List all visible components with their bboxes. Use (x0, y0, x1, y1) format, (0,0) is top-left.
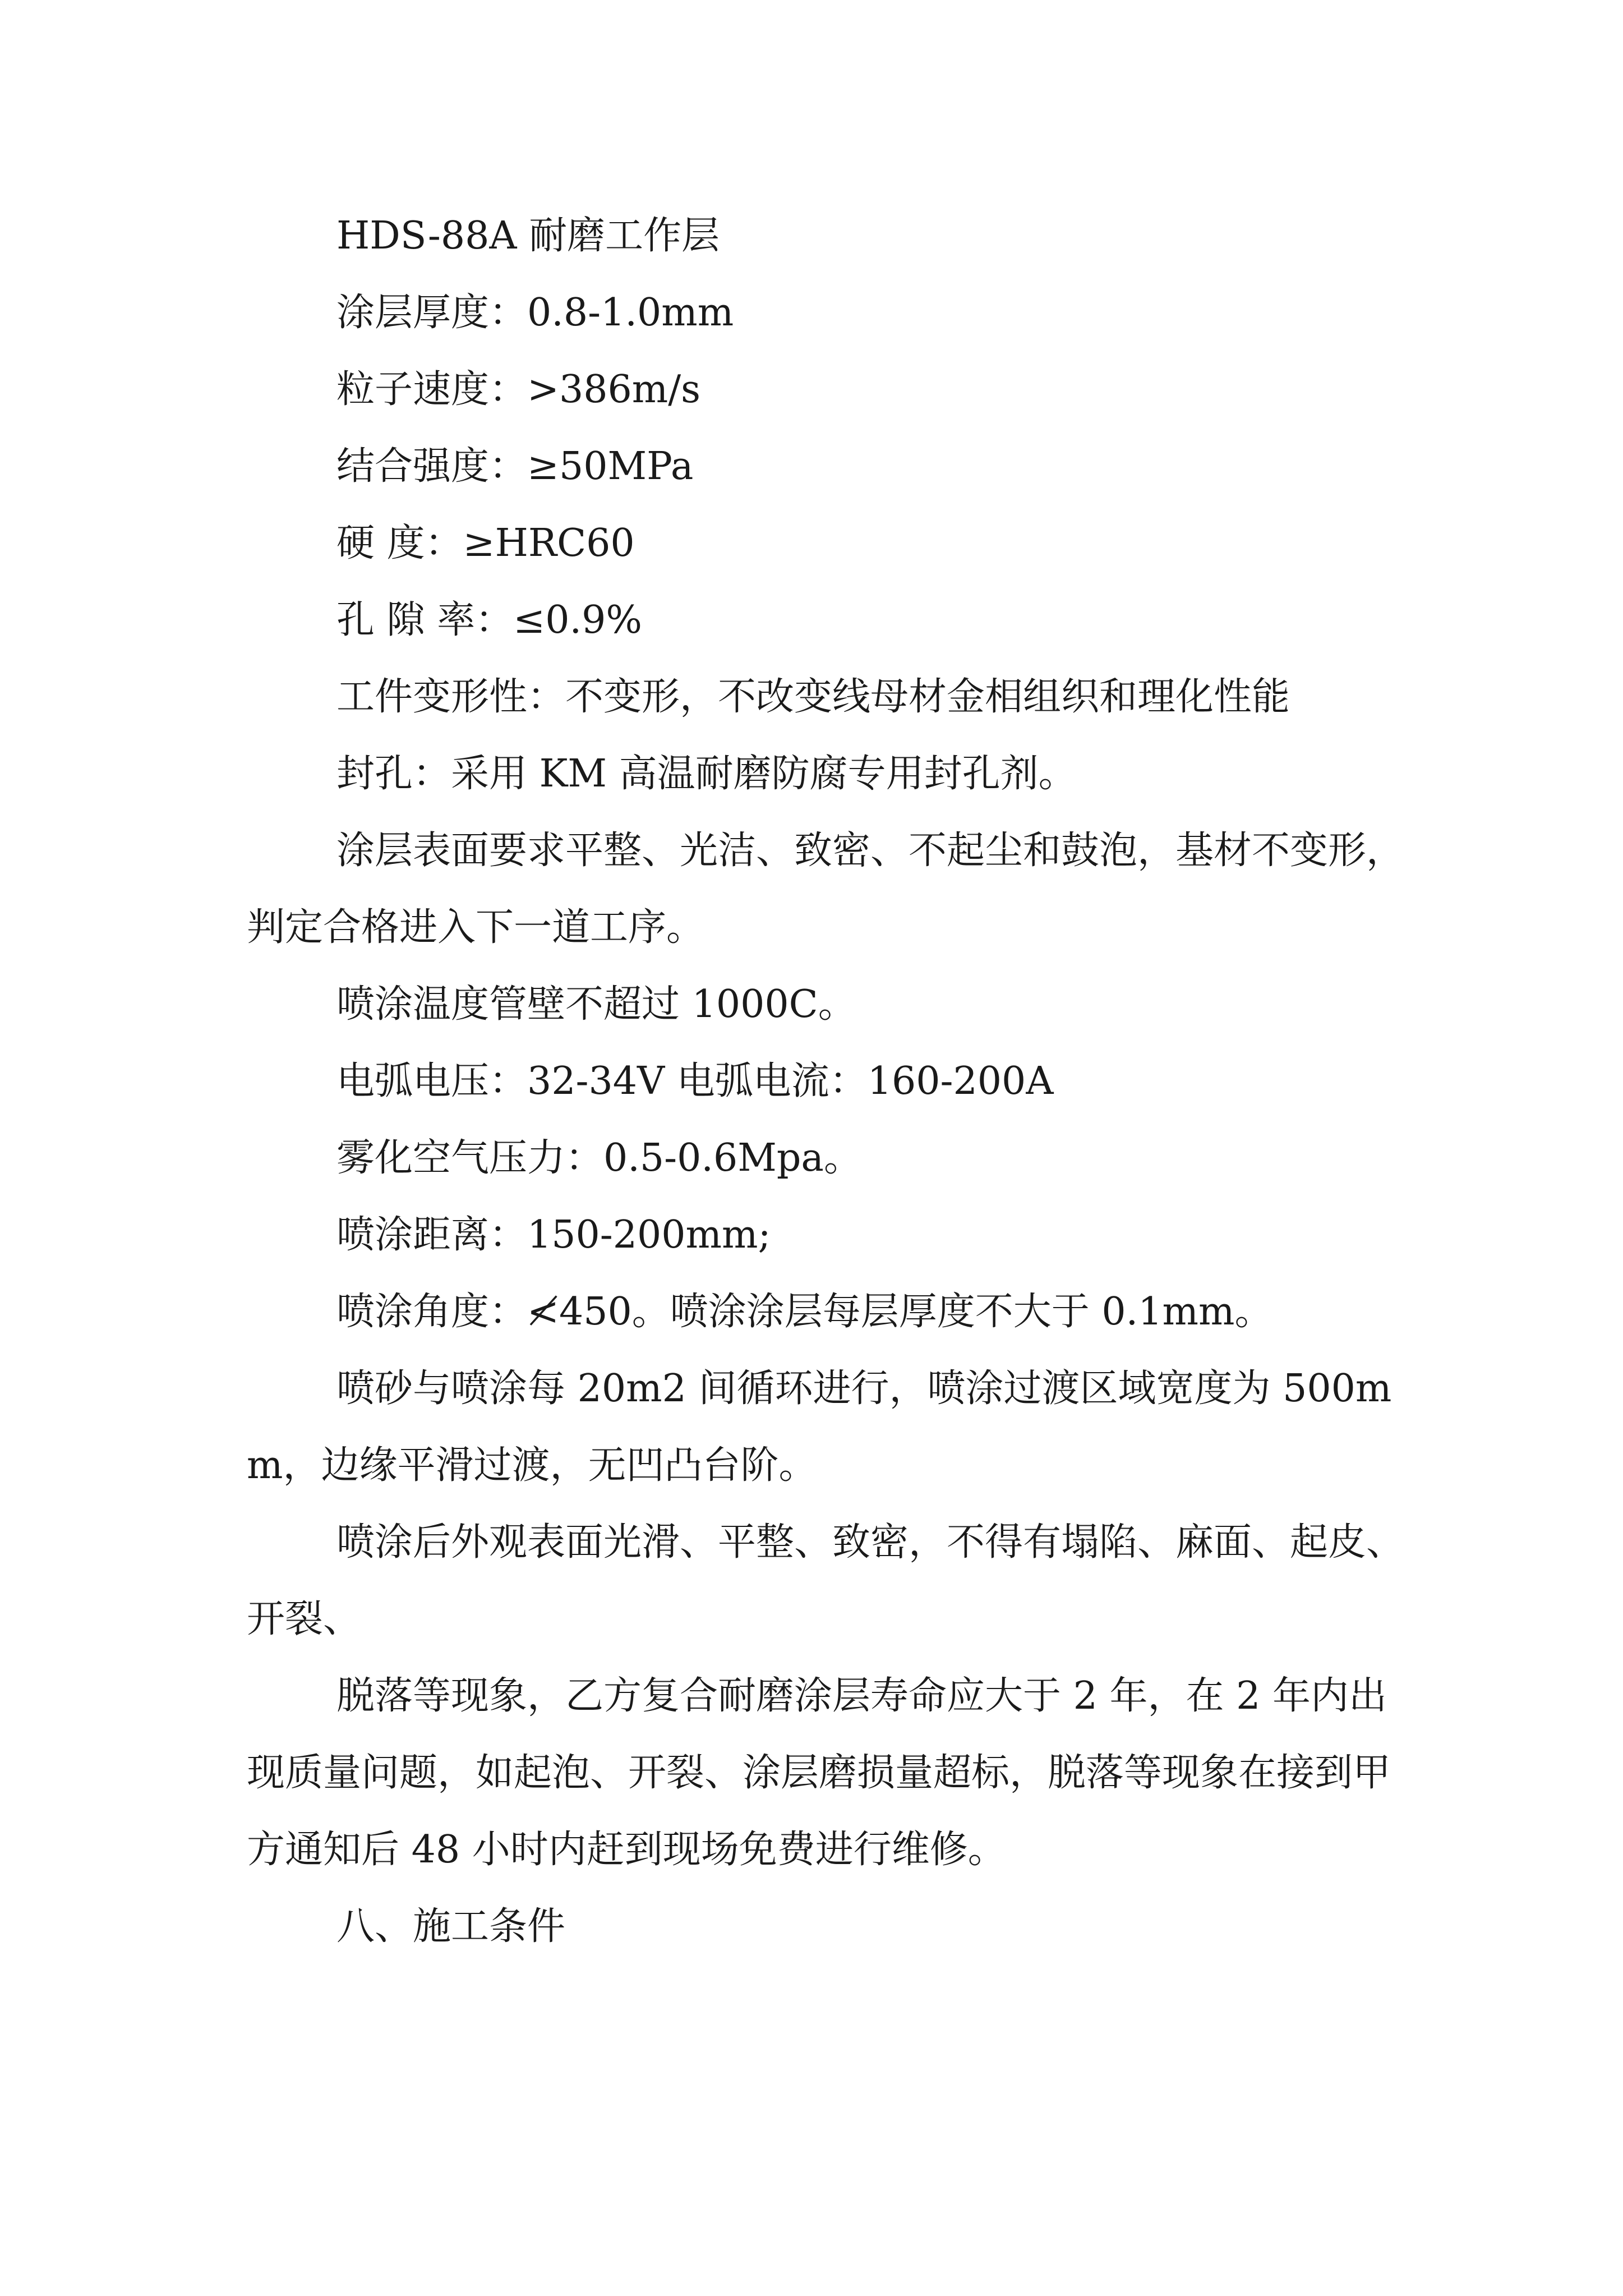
paragraph-spray-distance: 喷涂距离：150-200mm; (336, 1213, 771, 1257)
paragraph-arc-voltage-current: 电弧电压：32-34V 电弧电流：160-200A (336, 1059, 1054, 1103)
paragraph-coating-thickness: 涂层厚度：0.8-1.0mm (336, 291, 734, 335)
paragraph-particle-speed: 粒子速度：>386m/s (336, 367, 701, 412)
paragraph-sandblast-cycle: 喷砂与喷涂每 20m2 间循环进行，喷涂过渡区域宽度为 500mm，边缘平滑过渡，无凹凸台阶。 (247, 1366, 1392, 1488)
paragraph-sealing: 封孔：采用 KM 高温耐磨防腐专用封孔剂。 (336, 752, 1077, 796)
paragraph-workpiece-deformation: 工件变形性：不变形，不改变线母材金相组织和理化性能 (336, 675, 1290, 719)
section-heading-construction-conditions: 八、施工条件 (336, 1904, 566, 1949)
paragraph-appearance: 喷涂后外观表面光滑、平整、致密，不得有塌陷、麻面、起皮、开裂、 (247, 1520, 1405, 1641)
paragraph-spray-temperature: 喷涂温度管壁不超过 1000C。 (336, 982, 856, 1027)
paragraph-spray-angle: 喷涂角度：≮450。喷涂涂层每层厚度不大于 0.1mm。 (336, 1290, 1273, 1334)
paragraph-warranty: 脱落等现象，乙方复合耐磨涂层寿命应大于 2 年，在 2 年内出现质量问题，如起泡、开裂、涂层磨损量超标，脱落等现象在接到甲方通知后 48 小时内赶到现场免费进行维修。 (247, 1674, 1391, 1872)
paragraph-surface-requirement: 涂层表面要求平整、光洁、致密、不起尘和鼓泡，基材不变形，判定合格进入下一道工序。 (247, 829, 1405, 950)
paragraph-bond-strength: 结合强度：≥50MPa (336, 444, 694, 489)
paragraph-atomizing-pressure: 雾化空气压力：0.5-0.6Mpa。 (336, 1136, 862, 1180)
document-body (247, 197, 1408, 1965)
paragraph-coating-layer-title: HDS-88A 耐磨工作层 (336, 214, 720, 258)
paragraph-porosity: 孔 隙 率：≤0.9% (336, 598, 642, 642)
paragraph-hardness: 硬 度：≥HRC60 (336, 521, 635, 565)
